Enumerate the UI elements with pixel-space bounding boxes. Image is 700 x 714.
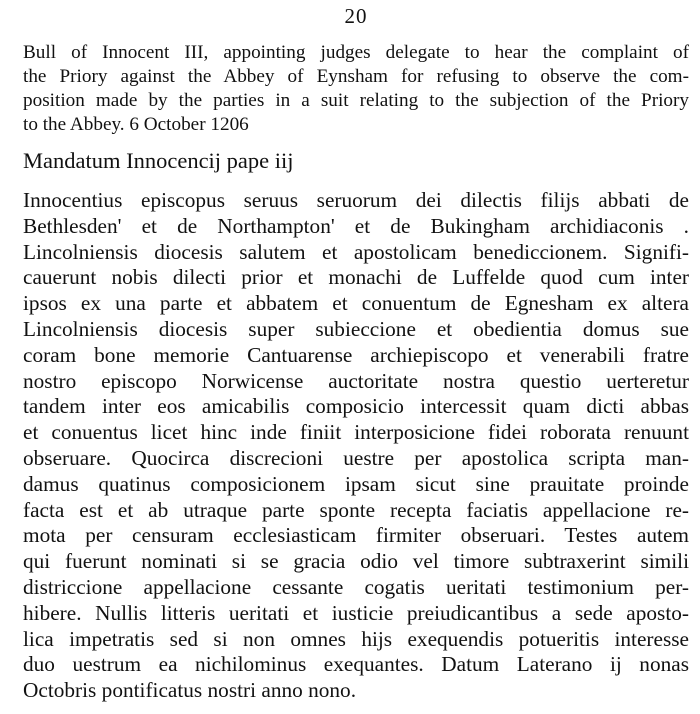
body-line: obseruare. Quocirca discrecioni uestre per apostolica scripta man- (23, 445, 689, 470)
body-line: Bethlesden' et de Northampton' et de Bukingham archidiaconis . (23, 213, 689, 238)
body-line: mota per censuram ecclesiasticam firmiter obseruari. Testes autem (23, 523, 689, 548)
document-heading: Mandatum Innocencij pape iij (23, 148, 294, 173)
body-line: lica impetratis sed si non omnes hijs exequendis potueritis interesse (23, 626, 689, 651)
document-body (23, 188, 689, 704)
summary-line: position made by the parties in a suit relating to the subjection of the Priory (23, 90, 689, 111)
document-summary (23, 41, 689, 137)
body-line: nostro episcopo Norwicense auctoritate nostra questio uerteretur (23, 368, 689, 393)
body-line: facta est et ab utraque parte sponte recepta faciatis appellacione re- (23, 497, 689, 522)
body-line: damus quatinus composicionem ipsam sicut sine prauitate proinde (23, 471, 689, 496)
document-page (23, 0, 689, 704)
summary-line: the Priory against the Abbey of Eynsham for refusing to observe the com- (23, 66, 689, 87)
body-line: Lincolniensis diocesis super subieccione et obedientia domus sue (23, 316, 689, 341)
body-line: coram bone memorie Cantuarense archiepiscopo et venerabili fratre (23, 342, 689, 367)
body-line: tandem inter eos amicabilis composicio intercessit quam dicti abbas (23, 394, 689, 419)
body-line: hibere. Nullis litteris ueritati et iusticie preiudicantibus a sede aposto- (23, 600, 689, 625)
body-line: duo uestrum ea nichilominus exequantes. Datum Laterano ij nonas (23, 652, 689, 677)
body-line: Octobris pontificatus nostri anno nono. (23, 678, 357, 703)
body-line: cauerunt nobis dilecti prior et monachi de Luffelde quod cum inter (23, 265, 689, 290)
body-line: qui fuerunt nominati si se gracia odio vel timore subtraxerint simili (23, 549, 689, 574)
body-line: districcione appellacione cessante cogatis ueritati testimonium per- (23, 574, 689, 599)
body-line: ipsos ex una parte et abbatem et conuentum de Egnesham ex altera (23, 291, 689, 316)
summary-line: to the Abbey. 6 October 1206 (23, 114, 249, 135)
summary-line: Bull of Innocent III, appointing judges delegate to hear the complaint of (23, 42, 689, 63)
body-line: et conuentus licet hinc inde finiit interposicione fidei roborata renuunt (23, 420, 689, 445)
page-number: 20 (344, 4, 368, 28)
body-line: Innocentius episcopus seruus seruorum dei dilectis filijs abbati de (23, 188, 689, 212)
body-line: Lincolniensis diocesis salutem et apostolicam benediccionem. Signifi- (23, 239, 689, 264)
